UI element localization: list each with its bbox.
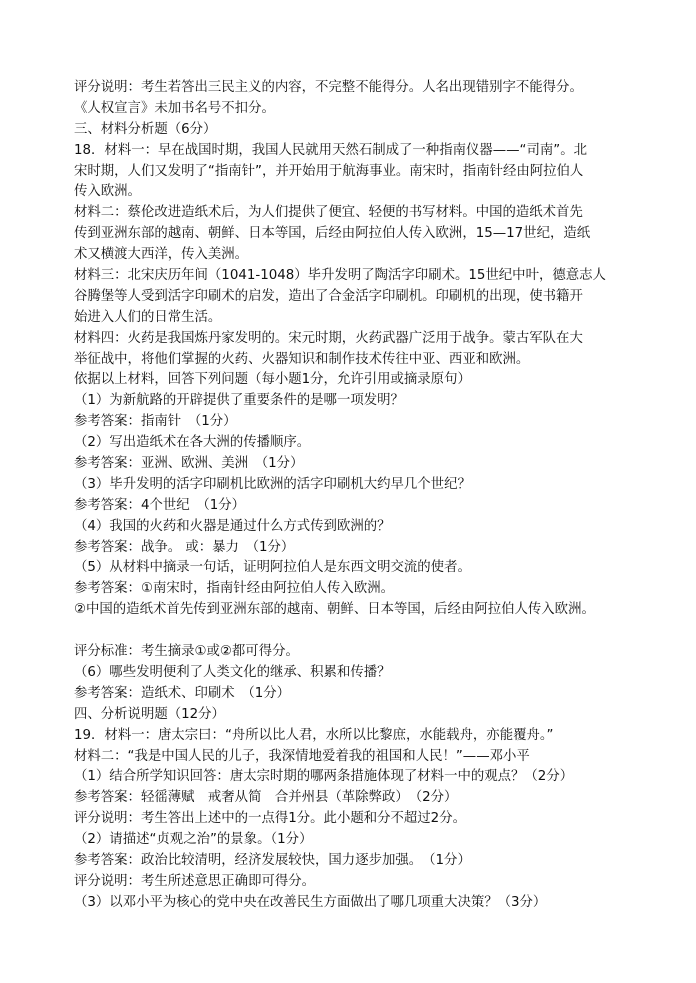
material-text: 传到亚洲东部的越南、朝鲜、日本等国，后经由阿拉伯人传入欧洲，15—17世纪，造纸	[74, 226, 591, 242]
question-text: （6）哪些发明便利了人类文化的继承、积累和传播？	[74, 664, 391, 680]
section-heading: 四、分析说明题（12分）	[74, 706, 225, 722]
question-text: （1）结合所学知识回答：唐太宗时期的哪两条措施体现了材料一中的观点？（2分）	[74, 769, 574, 785]
instruction-text: 依据以上材料，回答下列问题（每小题1分，允许引用或摘录原句）	[74, 372, 471, 388]
grading-note: 评分标准：考生摘录①或②都可得分。	[74, 644, 299, 660]
answer-text: 参考答案：政治比较清明，经济发展较快，国力逐步加强。 （1分）	[74, 852, 471, 868]
grading-note: 评分说明：考生所述意思正确即可得分。	[74, 873, 316, 889]
material-text: 宋时期，人们又发明了“指南针”，并开始用于航海事业。南宋时，指南针经由阿拉伯人	[74, 163, 584, 179]
material-text: 举征战中，将他们掌握的火药、火器知识和制作技术传往中亚、西亚和欧洲。	[74, 351, 530, 367]
material-text: 术又横渡大西洋，传入美洲。	[74, 247, 249, 263]
question-text: （4）我国的火药和火器是通过什么方式传到欧洲的？	[74, 518, 391, 534]
material-text: 19．材料一：唐太宗曰：“舟所以比人君，水所以比黎庶，水能载舟，亦能覆舟。”	[74, 727, 554, 743]
question-text: （3）毕升发明的活字印刷机比欧洲的活字印刷机大约早几个世纪？	[74, 476, 471, 492]
answer-text: 参考答案：战争。 或：暴力 （1分）	[74, 539, 295, 555]
question-text: （5）从材料中摘录一句话，证明阿拉伯人是东西文明交流的使者。	[74, 560, 471, 576]
grading-note: 评分说明：考生答出上述中的一点得1分。此小题和分不超过2分。	[74, 811, 466, 827]
section-heading: 三、材料分析题（6分）	[74, 121, 217, 137]
material-text: 18．材料一：早在战国时期，我国人民就用天然石制成了一种指南仪器——“司南”。北	[74, 142, 587, 158]
material-text: 材料三：北宋庆历年间（1041-1048）毕升发明了陶活字印刷术。15世纪中叶，德意志人	[74, 268, 606, 284]
material-text: 材料二：蔡伦改进造纸术后，为人们提供了便宜、轻便的书写材料。中国的造纸术首先	[74, 205, 583, 221]
answer-text: 参考答案：造纸术、印刷术 （1分）	[74, 685, 291, 701]
answer-text: 参考答案：轻徭薄赋 戒奢从简 合并州县（革除弊政） （2分）	[74, 790, 458, 806]
grading-note: 评分说明：考生若答出三民主义的内容，不完整不能得分。人名出现错别字不能得分。	[74, 80, 583, 95]
material-text: 材料四：火药是我国炼丹家发明的。宋元时期，火药武器广泛用于战争。蒙古军队在大	[74, 330, 583, 346]
document-body	[74, 78, 634, 914]
material-text: 始进入人们的日常生活。	[74, 309, 222, 325]
answer-text: 参考答案：亚洲、欧洲、美洲 （1分）	[74, 456, 304, 472]
answer-text: 参考答案：4个世纪 （1分）	[74, 497, 246, 513]
answer-text: ②中国的造纸术首先传到亚洲东部的越南、朝鲜、日本等国，后经由阿拉伯人传入欧洲。	[74, 602, 595, 618]
grading-note: 《人权宣言》未加书名号不扣分。	[74, 100, 275, 116]
question-text: （3）以邓小平为核心的党中央在改善民生方面做出了哪几项重大决策？（3分）	[74, 894, 547, 910]
answer-text: 参考答案：①南宋时，指南针经由阿拉伯人传入欧洲。	[74, 581, 394, 597]
answer-text: 参考答案：指南针 （1分）	[74, 414, 237, 430]
question-text: （1）为新航路的开辟提供了重要条件的是哪一项发明？	[74, 393, 404, 409]
material-text: 材料二：“我是中国人民的儿子，我深情地爱着我的祖国和人民！”——邓小平	[74, 748, 530, 764]
question-text: （2）写出造纸术在各大洲的传播顺序。	[74, 435, 311, 451]
material-text: 谷腾堡等人受到活字印刷术的启发，造出了合金活字印刷机。印刷机的出现，使书籍开	[74, 288, 583, 304]
blank-line	[74, 621, 634, 642]
material-text: 传入欧洲。	[74, 184, 141, 200]
question-text: （2）请描述“贞观之治”的景象。（1分）	[74, 832, 313, 848]
